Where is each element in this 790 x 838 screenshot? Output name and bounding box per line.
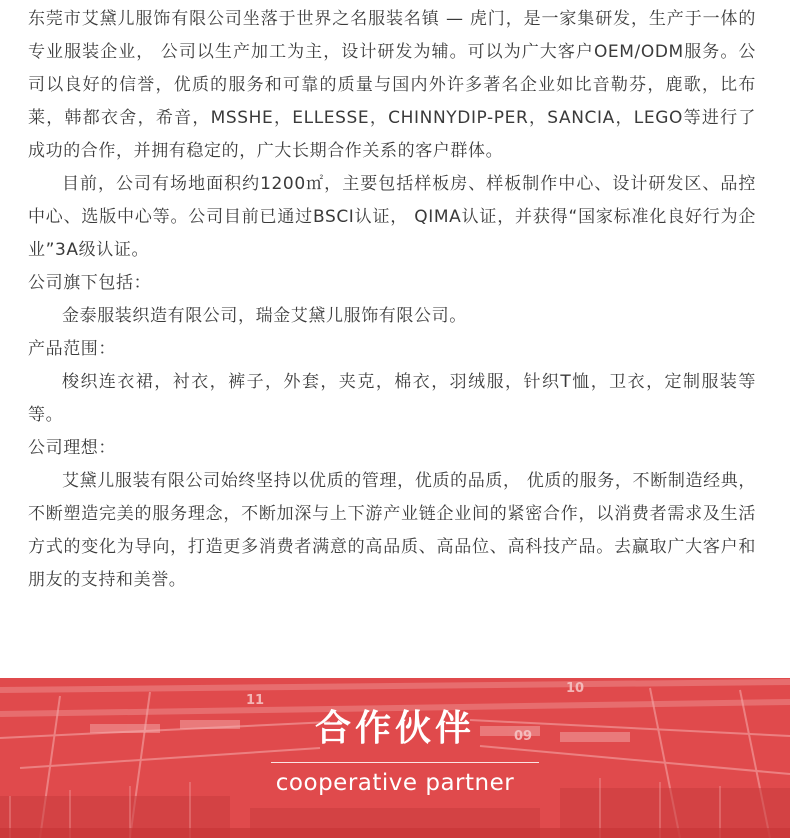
facilities-paragraph: 目前，公司有场地面积约1200㎡，主要包括样板房、样板制作中心、设计研发区、品控中心、选版中心等。公司目前已通过BSCI认证， QIMA认证，并获得“国家标准化良好行为企业”3A级认证。 — [28, 174, 756, 260]
partners-title: 合作伙伴 — [314, 708, 475, 749]
partners-subtitle: cooperative partner — [275, 770, 515, 796]
company-introduction — [28, 3, 756, 597]
title-divider — [271, 762, 539, 763]
ideal-heading: 公司理想： — [28, 438, 116, 458]
station-marker-11: 11 — [246, 693, 265, 708]
subsidiaries-heading: 公司旗下包括： — [28, 273, 152, 293]
products-paragraph: 梭织连衣裙，衬衣，裤子，外套，夹克，棉衣，羽绒服，针织T恤，卫衣，定制服装等等。 — [28, 372, 756, 425]
station-marker-10: 10 — [566, 681, 585, 696]
intro-paragraph: 东莞市艾黛儿服饰有限公司坐落于世界之名服装名镇 — 虎门，是一家集研发，生产于一体的专业服装企业， 公司以生产加工为主，设计研发为辅。可以为广大客户OEM/ODM服务。公司以良好的信誉，优质的服务和可靠的质量与国内外许多著名企业如比音勒芬，鹿歌，比布莱，韩都衣舍，希音，MSSHE，ELLESSE，CHINNYDIP-PER，SANCIA，LEGO等进行了成功的合作，并拥有稳定的，广大长期合作关系的客户群体。 — [28, 9, 756, 161]
ideal-paragraph: 艾黛儿服装有限公司始终坚持以优质的管理，优质的品质， 优质的服务，不断制造经典，不断塑造完美的服务理念，不断加深与上下游产业链企业间的紧密合作，以消费者需求及生活方式的变化为导向，打造更多消费者满意的高品质、高品位、高科技产品。去赢取广大客户和朋友的支持和美誉。 — [28, 471, 756, 590]
station-marker-09: 09 — [514, 729, 533, 744]
partners-banner — [0, 678, 790, 838]
products-heading: 产品范围： — [28, 339, 116, 359]
subsidiaries-paragraph: 金泰服装织造有限公司，瑞金艾黛儿服饰有限公司。 — [62, 306, 467, 326]
